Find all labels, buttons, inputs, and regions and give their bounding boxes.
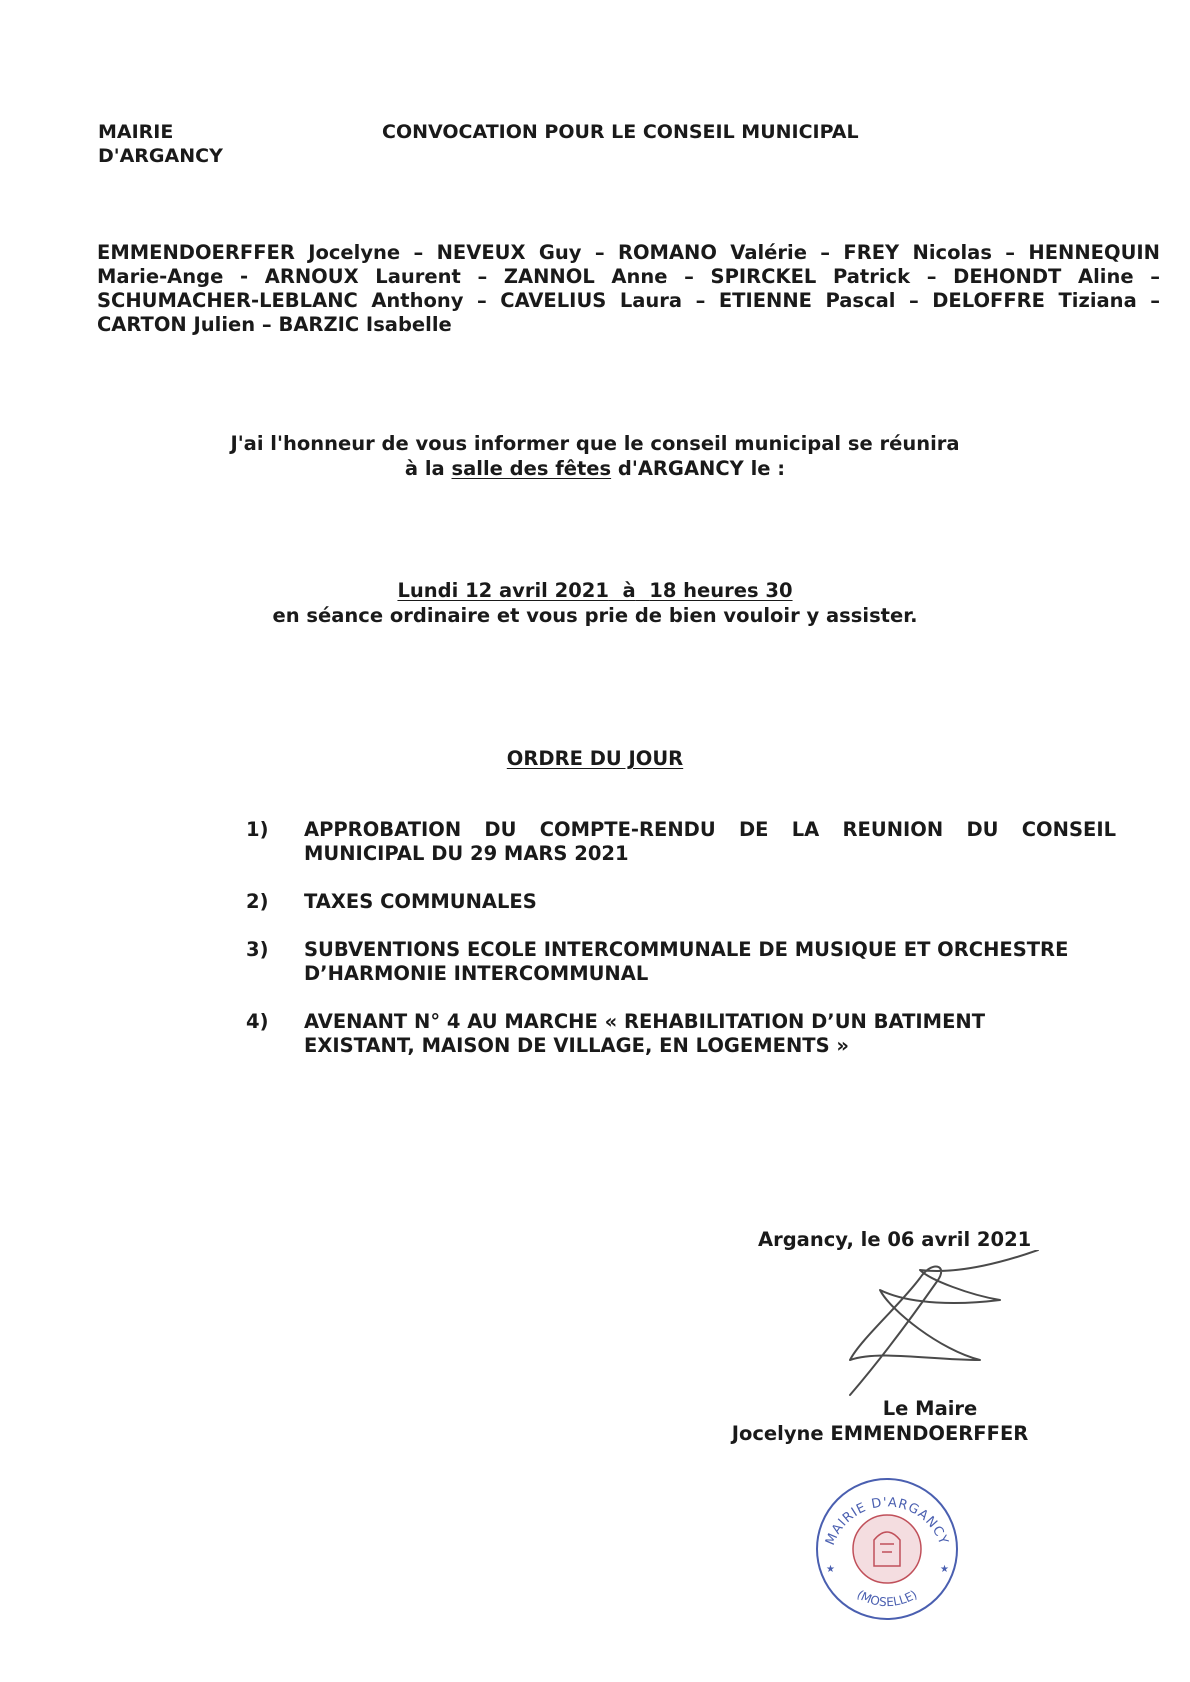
members-line-3: SCHUMACHER-LEBLANC Anthony – CAVELIUS Laura – ETIENNE Pascal – DELOFFRE Tiziana –	[97, 289, 1160, 312]
agenda-item-number: 4)	[246, 1010, 269, 1033]
agenda-item-number: 2)	[246, 890, 269, 913]
document-title: CONVOCATION POUR LE CONSEIL MUNICIPAL	[382, 121, 859, 143]
intro-line-2	[0, 456, 1190, 481]
meeting-sep: à	[622, 579, 636, 602]
signer-name: Jocelyne EMMENDOERFFER	[731, 1422, 1029, 1445]
place-and-date: Argancy, le 06 avril 2021	[758, 1228, 1032, 1251]
agenda-heading-text: ORDRE DU JOUR	[506, 747, 684, 770]
agenda-item-text	[304, 938, 1116, 986]
meeting-details	[0, 578, 1190, 628]
agenda-item-line2: EXISTANT, MAISON DE VILLAGE, EN LOGEMENTS »	[304, 1034, 850, 1057]
svg-text:★: ★	[940, 1564, 949, 1575]
intro-line-2-pre: à la	[404, 457, 452, 480]
mairie-line1: MAIRIE	[98, 121, 174, 143]
meeting-datetime	[0, 578, 1190, 603]
signer-title: Le Maire	[882, 1397, 978, 1420]
agenda-list	[246, 818, 1116, 1082]
mairie-line2: D'ARGANCY	[98, 145, 223, 167]
svg-text:★: ★	[826, 1564, 835, 1575]
agenda-heading	[0, 746, 1190, 771]
agenda-item	[246, 890, 1116, 914]
agenda-item-line2: D’HARMONIE INTERCOMMUNAL	[304, 962, 649, 985]
agenda-item	[246, 818, 1116, 866]
svg-text:(MOSELLE): (MOSELLE)	[854, 1587, 920, 1610]
agenda-item-text	[304, 1010, 1116, 1058]
meeting-time: 18 heures 30	[649, 579, 793, 602]
agenda-item-line1: APPROBATION DU COMPTE-RENDU DE LA REUNION DU CONSEIL	[304, 818, 1116, 841]
mairie-header	[98, 120, 223, 168]
members-line-1: EMMENDOERFFER Jocelyne – NEVEUX Guy – ROMANO Valérie – FREY Nicolas – HENNEQUIN	[97, 241, 1160, 264]
agenda-item-line1: TAXES COMMUNALES	[304, 890, 537, 913]
agenda-item-text	[304, 890, 1116, 914]
agenda-item-line1: SUBVENTIONS ECOLE INTERCOMMUNALE DE MUSIQUE ET ORCHESTRE	[304, 938, 1069, 961]
intro-paragraph	[0, 431, 1190, 481]
agenda-item-number: 3)	[246, 938, 269, 961]
agenda-item-text	[304, 818, 1116, 866]
meeting-date: Lundi 12 avril 2021	[397, 579, 609, 602]
agenda-item-line1: AVENANT N° 4 AU MARCHE « REHABILITATION D’UN BATIMENT	[304, 1010, 986, 1033]
agenda-item	[246, 1010, 1116, 1058]
handwritten-signature	[820, 1250, 1040, 1400]
intro-line-1: J'ai l'honneur de vous informer que le conseil municipal se réunira	[230, 432, 960, 455]
agenda-item	[246, 938, 1116, 986]
meeting-place: salle des fêtes	[451, 457, 612, 480]
signer-block	[680, 1396, 1080, 1446]
council-members-list	[97, 241, 1160, 337]
members-line-2: Marie-Ange - ARNOUX Laurent – ZANNOL Anne – SPIRCKEL Patrick – DEHONDT Aline –	[97, 265, 1160, 288]
intro-line-2-post: d'ARGANCY le :	[611, 457, 786, 480]
agenda-item-line2: MUNICIPAL DU 29 MARS 2021	[304, 842, 629, 865]
municipal-seal-stamp	[812, 1474, 962, 1624]
agenda-item-number: 1)	[246, 818, 269, 841]
meeting-line-2: en séance ordinaire et vous prie de bien vouloir y assister.	[272, 604, 918, 627]
svg-text:MAIRIE D'ARGANCY: MAIRIE D'ARGANCY	[823, 1495, 951, 1548]
members-line-4: CARTON Julien – BARZIC Isabelle	[97, 313, 452, 336]
